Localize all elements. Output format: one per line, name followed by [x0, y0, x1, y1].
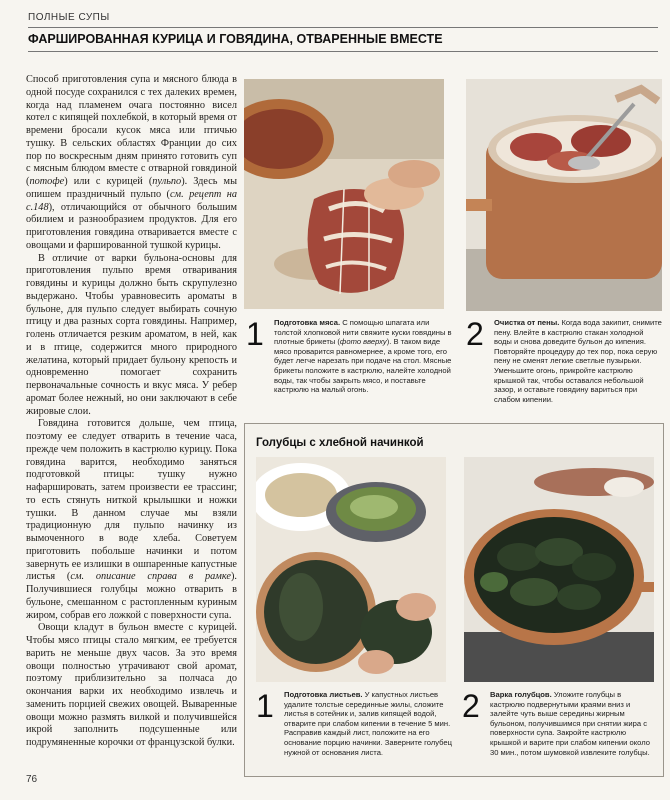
page-title: ФАРШИРОВАННАЯ КУРИЦА И ГОВЯДИНА, ОТВАРЕННЫЕ ВМЕСТЕ	[28, 32, 443, 46]
body-paragraph-4: Овощи кладут в бульон вместе с курицей. Чтобы мясо птицы стало мягким, ее требуется варить не меньше двух часов. За это время овощи полностью утрачивают свой аромат, поэтому приблизительно за полчаса до окончания варки их необходимо извлечь и заменить порцией свежих овощей. Вываренные овощи можно размять вилкой и получившейся икрой заполнить подсушенные или подрумяненные корочки от французской булки.	[26, 622, 237, 748]
body-paragraph-2: В отличие от варки бульона-основы для приготовления пульпо время отваривания говядины и курицы должно быть скрупулезно выдержано. Чтобы уравновесить ароматы в бульоне, для пульпо следует выбирать сочную птицу и два разных сорта говядины. Например, голень отличается резким ароматом, в ней, как и в птице, содержится много природного желатина, который придает бульону крепость и одновременно помогает сохранить первоначальные сочность и вкус мяса. У ребер аромат более нежный, но они заключают в себе жировые слои.	[26, 252, 237, 417]
body-text	[26, 74, 237, 750]
box-title: Голубцы с хлебной начинкой	[256, 437, 424, 449]
body-paragraph-3: Говядина готовится дольше, чем птица, поэтому ее следует отварить в течение часа, прежде чем положить в кастрюлю курицу. Пока говядина варится, необходимо заняться подготовкой птицы: тушку нужно нафаршировать, затем произвести ее трассинг, то есть стянуть ниткой крылышки и ножки тушки. В данном случае мы взяли традиционную для пульпо начинку из вымоченного в воде хлеба. Советуем приготовить побольше начинки и потом завернуть ее излишки в ошпаренные капустные листья (см. описание справа в рамке). Получившиеся голубцы можно отварить в бульоне, смешанном с растопленным куриным жиром, собрав его ложкой с поверхности супа.	[26, 418, 237, 621]
page-number: 76	[26, 774, 38, 785]
step-number: 1	[246, 316, 264, 352]
photo-cooking-rolls	[464, 457, 654, 682]
photo-skimming-pot	[466, 79, 662, 311]
step-number: 1	[256, 688, 274, 724]
box-step-1	[256, 690, 456, 757]
top-step-2	[466, 318, 662, 404]
title-rule	[28, 51, 658, 52]
photo-tying-beef	[244, 79, 444, 309]
step-number: 2	[466, 316, 484, 352]
section-label: ПОЛНЫЕ СУПЫ	[28, 12, 110, 23]
body-paragraph-1: Способ приготовления супа и мясного блюда в одной посуде сохранился с тех далеких времен, когда над пламенем очага постоянно висел котел с кипящей похлебкой, в который время от времени бросали кусок мяса или птичью тушку. В сельских областях Франции до сих пор по воскресным дням принято готовить суп с мясным блюдом вместе с отварной говядиной (потофе) или с курицей (пульпо). Здесь мы опишем праздничный пульпо (см. рецепт на с.148), отличающийся от обычного большим обилием и разнообразием продуктов. Для его приготовления говядина отваривается вместе с овощами и фаршированной тушкой курицы.	[26, 74, 237, 251]
top-step-1	[246, 318, 452, 395]
step-text: Варка голубцов. Уложите голубцы в кастрюлю подвернутыми краями вниз и залейте чуть выше середины жирным бульоном, получившимся при снятии жира с поверхности супа. Закройте кастрюлю крышкой и варите при слабом кипении около 30 мин., потом шумовкой извлеките голубцы.	[490, 690, 650, 757]
photo-preparing-leaves	[256, 457, 446, 682]
header-rule	[28, 27, 658, 28]
step-number: 2	[462, 688, 480, 724]
step-text: Очистка от пены. Когда вода закипит, снимите пену. Влейте в кастрюлю стакан холодной воды и снова доведите бульон до кипения. Повторяйте процедуру до тех пор, пока серую пену не сменят легкие светлые пузырьки. Уменьшите огонь, прикройте кастрюлю крышкой так, чтобы оставался небольшой зазор, и оставьте говядину вариться при слабом кипении.	[494, 318, 662, 404]
step-text: Подготовка листьев. У капустных листьев удалите толстые серединные жилы, сложите листья в сотейник и, залив кипящей водой, отварите при слабом кипении в течение 5 мин. Расправив каждый лист, положите на его основание порцию начинки. Заверните голубец нужной от основания листа.	[284, 690, 452, 757]
box-step-2	[462, 690, 658, 757]
step-text: Подготовка мяса. С помощью шпагата или толстой хлопковой нити свяжите куски говядины в плотные брикеты (фото вверху). В таком виде мясо проварится равномернее, а кроме того, его будет легче нарезать при подаче на стол. Мясные брикеты положите в кастрюлю, налейте холодной воды, так чтобы закрыть мясо, и поставьте кастрюлю на малый огонь.	[274, 318, 452, 395]
